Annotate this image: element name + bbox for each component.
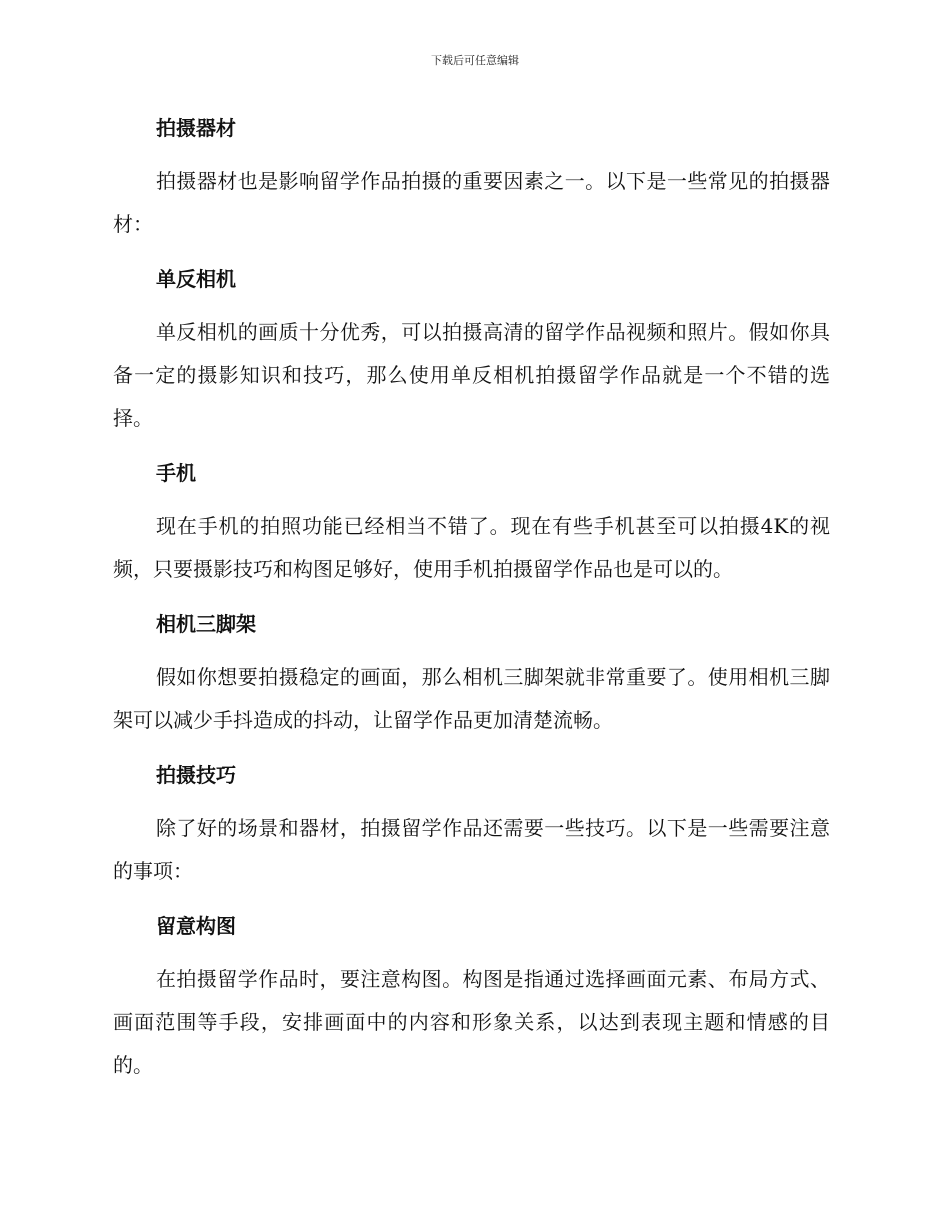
section-heading-techniques: 拍摄技巧 [156,763,236,787]
section-paragraph-equipment: 拍摄器材也是影响留学作品拍摄的重要因素之一。以下是一些常见的拍摄器材： [113,169,830,236]
page-header: 下载后可任意编辑 [431,54,519,67]
document-body [113,108,830,1100]
section-heading-phone: 手机 [156,461,196,485]
section-paragraph-composition: 在拍摄留学作品时，要注意构图。构图是指通过选择画面元素、布局方式、画面范围等手段，安排画面中的内容和形象关系，以达到表现主题和情感的目的。 [113,967,830,1077]
section-heading-tripod: 相机三脚架 [156,612,256,636]
section-paragraph-dslr: 单反相机的画质十分优秀，可以拍摄高清的留学作品视频和照片。假如你具备一定的摄影知识和技巧，那么使用单反相机拍摄留学作品就是一个不错的选择。 [113,320,830,430]
section-heading-composition: 留意构图 [156,914,236,938]
section-paragraph-phone: 现在手机的拍照功能已经相当不错了。现在有些手机甚至可以拍摄4K的视频，只要摄影技巧和构图足够好，使用手机拍摄留学作品也是可以的。 [113,514,830,581]
section-paragraph-tripod: 假如你想要拍摄稳定的画面，那么相机三脚架就非常重要了。使用相机三脚架可以减少手抖造成的抖动，让留学作品更加清楚流畅。 [113,665,830,732]
section-paragraph-techniques: 除了好的场景和器材，拍摄留学作品还需要一些技巧。以下是一些需要注意的事项： [113,816,830,883]
section-heading-equipment: 拍摄器材 [156,116,236,140]
section-heading-dslr: 单反相机 [156,267,236,291]
